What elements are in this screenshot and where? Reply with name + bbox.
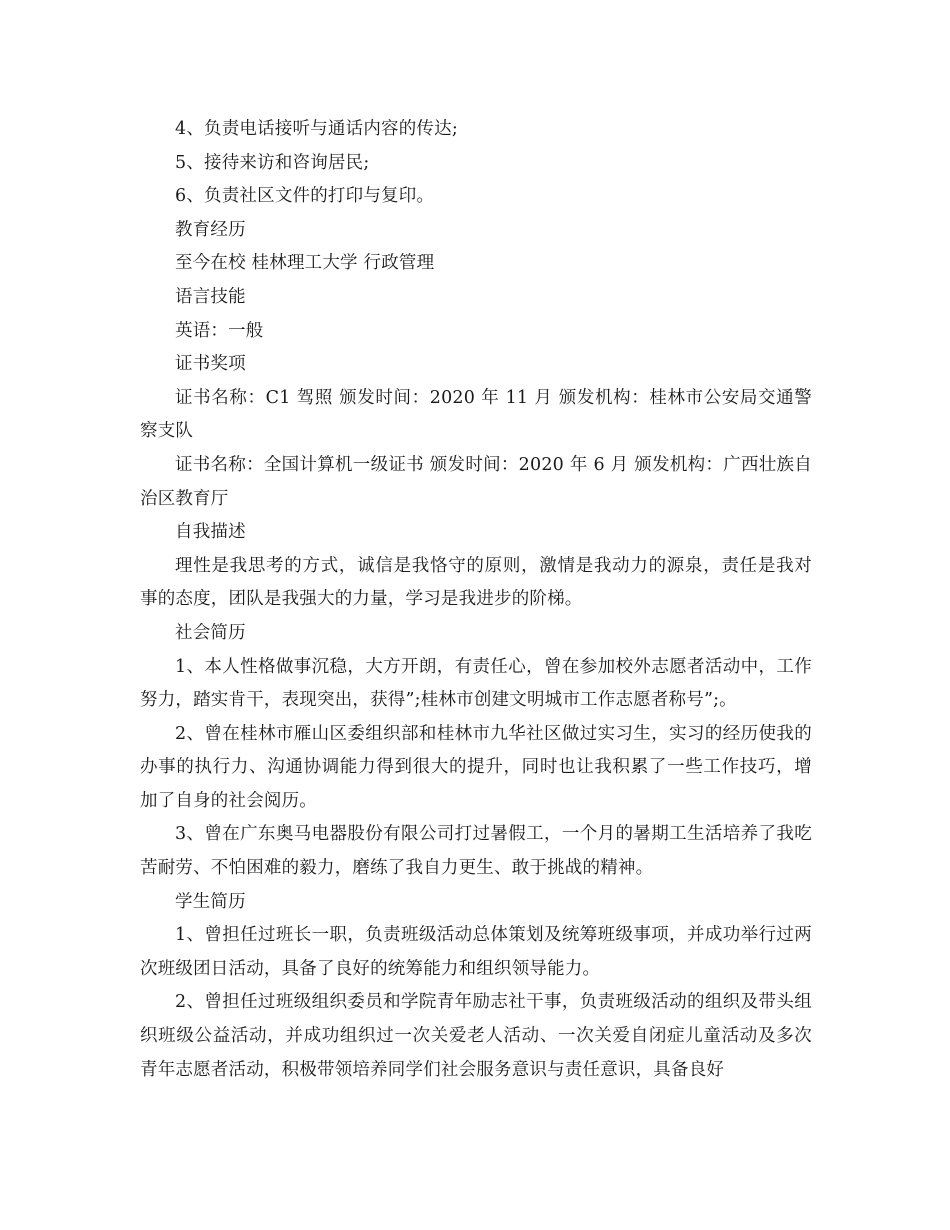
section-heading-education: 教育经历 — [175, 219, 246, 240]
language-entry: 英语：一般 — [175, 320, 264, 341]
section-heading-social-experience: 社会简历 — [175, 622, 246, 643]
social-experience-item: 2、曾在桂林市雁山区委组织部和桂林市九华社区做过实习生，实习的经历使我的办事的执行力、沟通协调能力得到很大的提升，同时也让我积累了一些工作技巧，增加了自身的社会阅历。 — [140, 723, 812, 811]
duty-item-5: 5、接待来访和咨询居民; — [175, 152, 370, 173]
section-heading-certificates: 证书奖项 — [175, 354, 246, 375]
self-description-text: 理性是我思考的方式，诚信是我恪守的原则，激情是我动力的源泉，责任是我对事的态度，团队是我强大的力量，学习是我进步的阶梯。 — [140, 555, 812, 610]
student-experience-item: 1、曾担任过班长一职，负责班级活动总体策划及统筹班级事项，并成功举行过两次班级团日活动，具备了良好的统筹能力和组织领导能力。 — [140, 925, 812, 979]
duty-item-4: 4、负责电话接听与通话内容的传达; — [175, 119, 458, 139]
section-heading-self-description: 自我描述 — [175, 522, 246, 543]
student-experience-item: 2、曾担任过班级组织委员和学院青年励志社干事，负责班级活动的组织及带头组织班级公益活动，并成功组织过一次关爱老人活动、一次关爱自闭症儿童活动及多次青年志愿者活动，积极带领培养同学们社会服务意识与责任意识，具备良好 — [140, 992, 812, 1080]
section-heading-student-experience: 学生简历 — [175, 891, 246, 912]
section-heading-language: 语言技能 — [175, 286, 246, 307]
social-experience-item: 3、曾在广东奥马电器股份有限公司打过暑假工，一个月的暑期工生活培养了我吃苦耐劳、不怕困难的毅力，磨练了我自力更生、敢于挑战的精神。 — [140, 824, 812, 879]
social-experience-item: 1、本人性格做事沉稳，大方开朗，有责任心，曾在参加校外志愿者活动中，工作努力，踏实肯干，表现突出，获得”;桂林市创建文明城市工作志愿者称号”;。 — [140, 656, 812, 711]
certificate-entry: 证书名称：全国计算机一级证书 颁发时间：2020 年 6 月 颁发机构：广西壮族自治区教育厅 — [140, 454, 812, 509]
certificate-entry: 证书名称：C1 驾照 颁发时间：2020 年 11 月 颁发机构：桂林市公安局交通警察支队 — [140, 387, 812, 442]
education-entry: 至今在校 桂林理工大学 行政管理 — [175, 253, 435, 274]
document-body — [140, 113, 812, 1087]
duty-item-6: 6、负责社区文件的打印与复印。 — [175, 186, 435, 207]
